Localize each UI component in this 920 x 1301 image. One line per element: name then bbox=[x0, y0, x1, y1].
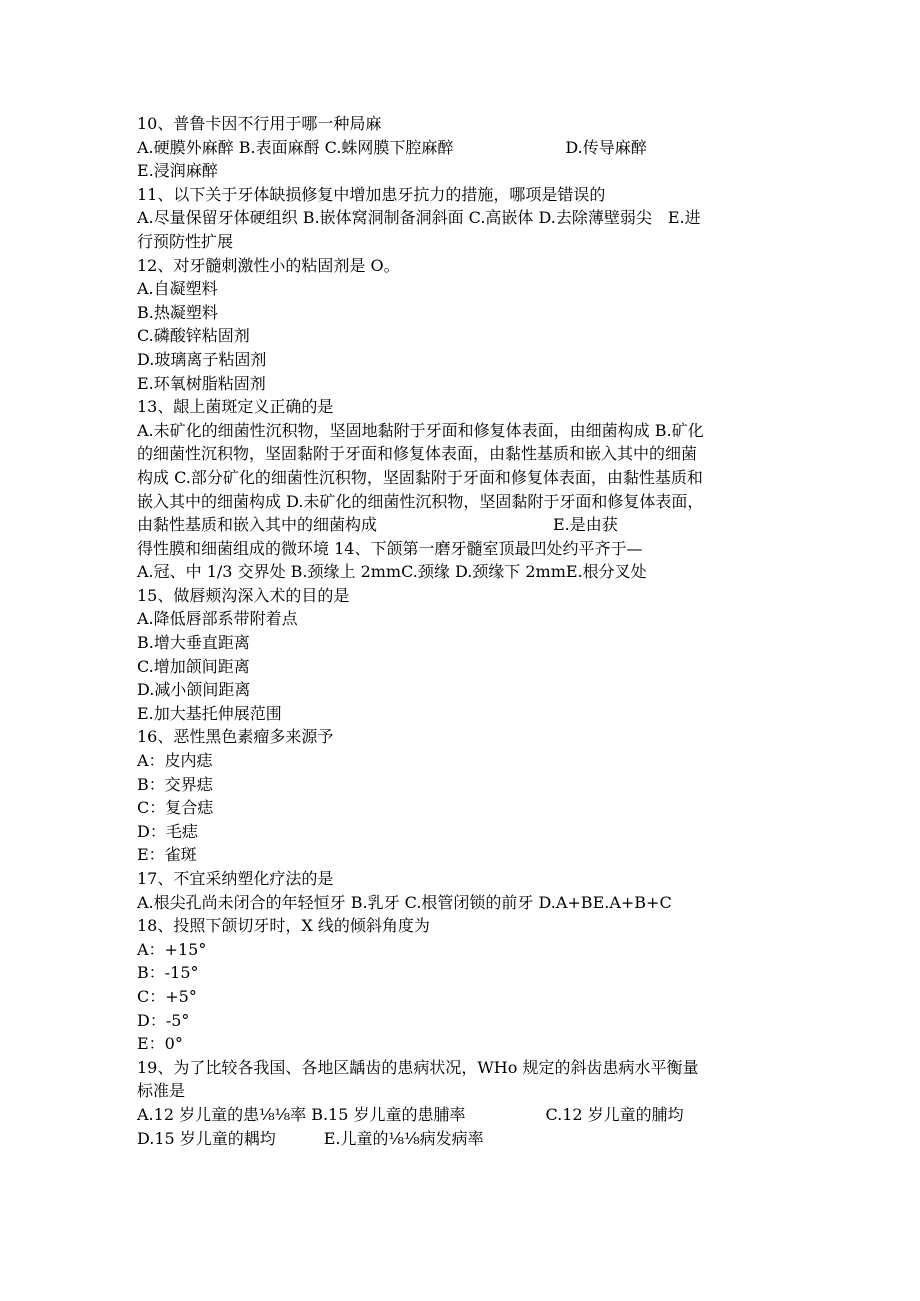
q16-option-a: A：皮内痣 bbox=[137, 751, 213, 771]
q11-options: A.尽量保留牙体硬组织 B.嵌体窝洞制备洞斜面 C.高嵌体 D.去除薄壁弱尖 E.进 bbox=[137, 208, 701, 228]
q15-option-b: B.增大垂直距离 bbox=[137, 633, 250, 653]
q16-option-b: B：交界痣 bbox=[137, 774, 213, 794]
q15-option-e: E.加大基托伸展范围 bbox=[137, 703, 282, 723]
q10-options: A.硬膜外麻醉 B.表面麻酹 C.蛛网膜下腔麻醉 D.传导麻醉 bbox=[137, 137, 647, 157]
q18-title: 18、投照下颌切牙时，X 线的倾斜角度为 bbox=[137, 916, 430, 936]
q12-option-c: C.磷酸锌粘固剂 bbox=[137, 326, 250, 346]
q15-title: 15、做唇颊沟深入术的目的是 bbox=[137, 585, 350, 605]
q16-option-c: C：复合痣 bbox=[137, 798, 214, 818]
q11-options-cont: 行预防性扩展 bbox=[137, 231, 234, 251]
q15-option-a: A.降低唇部系带附着点 bbox=[137, 609, 298, 629]
q16-option-e: E：雀斑 bbox=[137, 845, 197, 865]
q13-options-3: 构成 C.部分矿化的细菌性沉积物，坚固黏附于牙面和修复体表面，由黏性基质和 bbox=[137, 467, 703, 487]
q12-title: 12、对牙髓刺激性小的粘固剂是 O。 bbox=[137, 255, 400, 275]
q18-option-d: D：-5° bbox=[137, 1010, 190, 1030]
question-text bbox=[137, 112, 797, 1150]
q18-option-e: E：0° bbox=[137, 1034, 183, 1054]
q13-options-1: A.未矿化的细菌性沉积物，坚固地黏附于牙面和修复体表面，由细菌构成 B.矿化 bbox=[137, 420, 704, 440]
q12-option-b: B.热凝塑料 bbox=[137, 302, 218, 322]
q15-option-d: D.减小颌间距离 bbox=[137, 680, 251, 700]
q15-option-c: C.增加颌间距离 bbox=[137, 656, 250, 676]
q16-title: 16、恶性黑色素瘤多来源予 bbox=[137, 727, 334, 747]
q11-title: 11、以下关于牙体缺损修复中增加患牙抗力的措施，哪项是错误的 bbox=[137, 184, 606, 204]
q17-options: A.根尖孔尚未闭合的年轻恒牙 B.乳牙 C.根管闭锁的前牙 D.A+BE.A+B+C bbox=[137, 892, 672, 912]
q18-option-b: B：-15° bbox=[137, 963, 199, 983]
q18-option-c: C：+5° bbox=[137, 986, 197, 1006]
q13-title: 13、龈上菌斑定义正确的是 bbox=[137, 397, 334, 417]
q19-options-2: D.15 岁儿童的耦均 E.儿童的⅛⅛病发病率 bbox=[137, 1128, 484, 1148]
q19-title: 19、为了比较各我国、各地区龋齿的患病状况，WHo 规定的斜齿患病水平衡量 bbox=[137, 1057, 699, 1077]
q12-option-d: D.玻璃离子粘固剂 bbox=[137, 349, 267, 369]
q16-option-d: D：毛痣 bbox=[137, 821, 198, 841]
q17-title: 17、不宜采纳塑化疗法的是 bbox=[137, 869, 334, 888]
q14-options: A.冠、中 1/3 交界处 B.颈缘上 2mmC.颈缘 D.颈缘下 2mmE.根分叉处 bbox=[137, 562, 647, 582]
q12-option-e: E.环氧树脂粘固剂 bbox=[137, 373, 266, 393]
q19-title-cont: 标准是 bbox=[137, 1081, 186, 1101]
q19-options-1: A.12 岁儿童的患⅛⅛率 B.15 岁儿童的患脯率 C.12 岁儿童的脯均 bbox=[137, 1104, 684, 1124]
q12-option-a: A.自凝塑料 bbox=[137, 279, 218, 299]
q13-options-2: 的细菌性沉积物，坚固黏附于牙面和修复体表面，由黏性基质和嵌入其中的细菌 bbox=[137, 444, 698, 464]
q13-options-4: 嵌入其中的细菌构成 D.未矿化的细菌性沉积物，坚固黏附于牙面和修复体表面， bbox=[137, 491, 704, 511]
q10-title: 10、普鲁卡因不行用于哪一种局麻 bbox=[137, 114, 382, 133]
q13-options-5: 由黏性基质和嵌入其中的细菌构成 E.是由获 bbox=[137, 515, 618, 535]
q10-option-e: E.浸润麻醉 bbox=[137, 161, 218, 181]
q14-title: 得性膜和细菌组成的微环境 14、下颌第一磨牙髓室顶最凹处约平齐于— bbox=[137, 538, 643, 558]
q18-option-a: A：+15° bbox=[137, 939, 207, 959]
